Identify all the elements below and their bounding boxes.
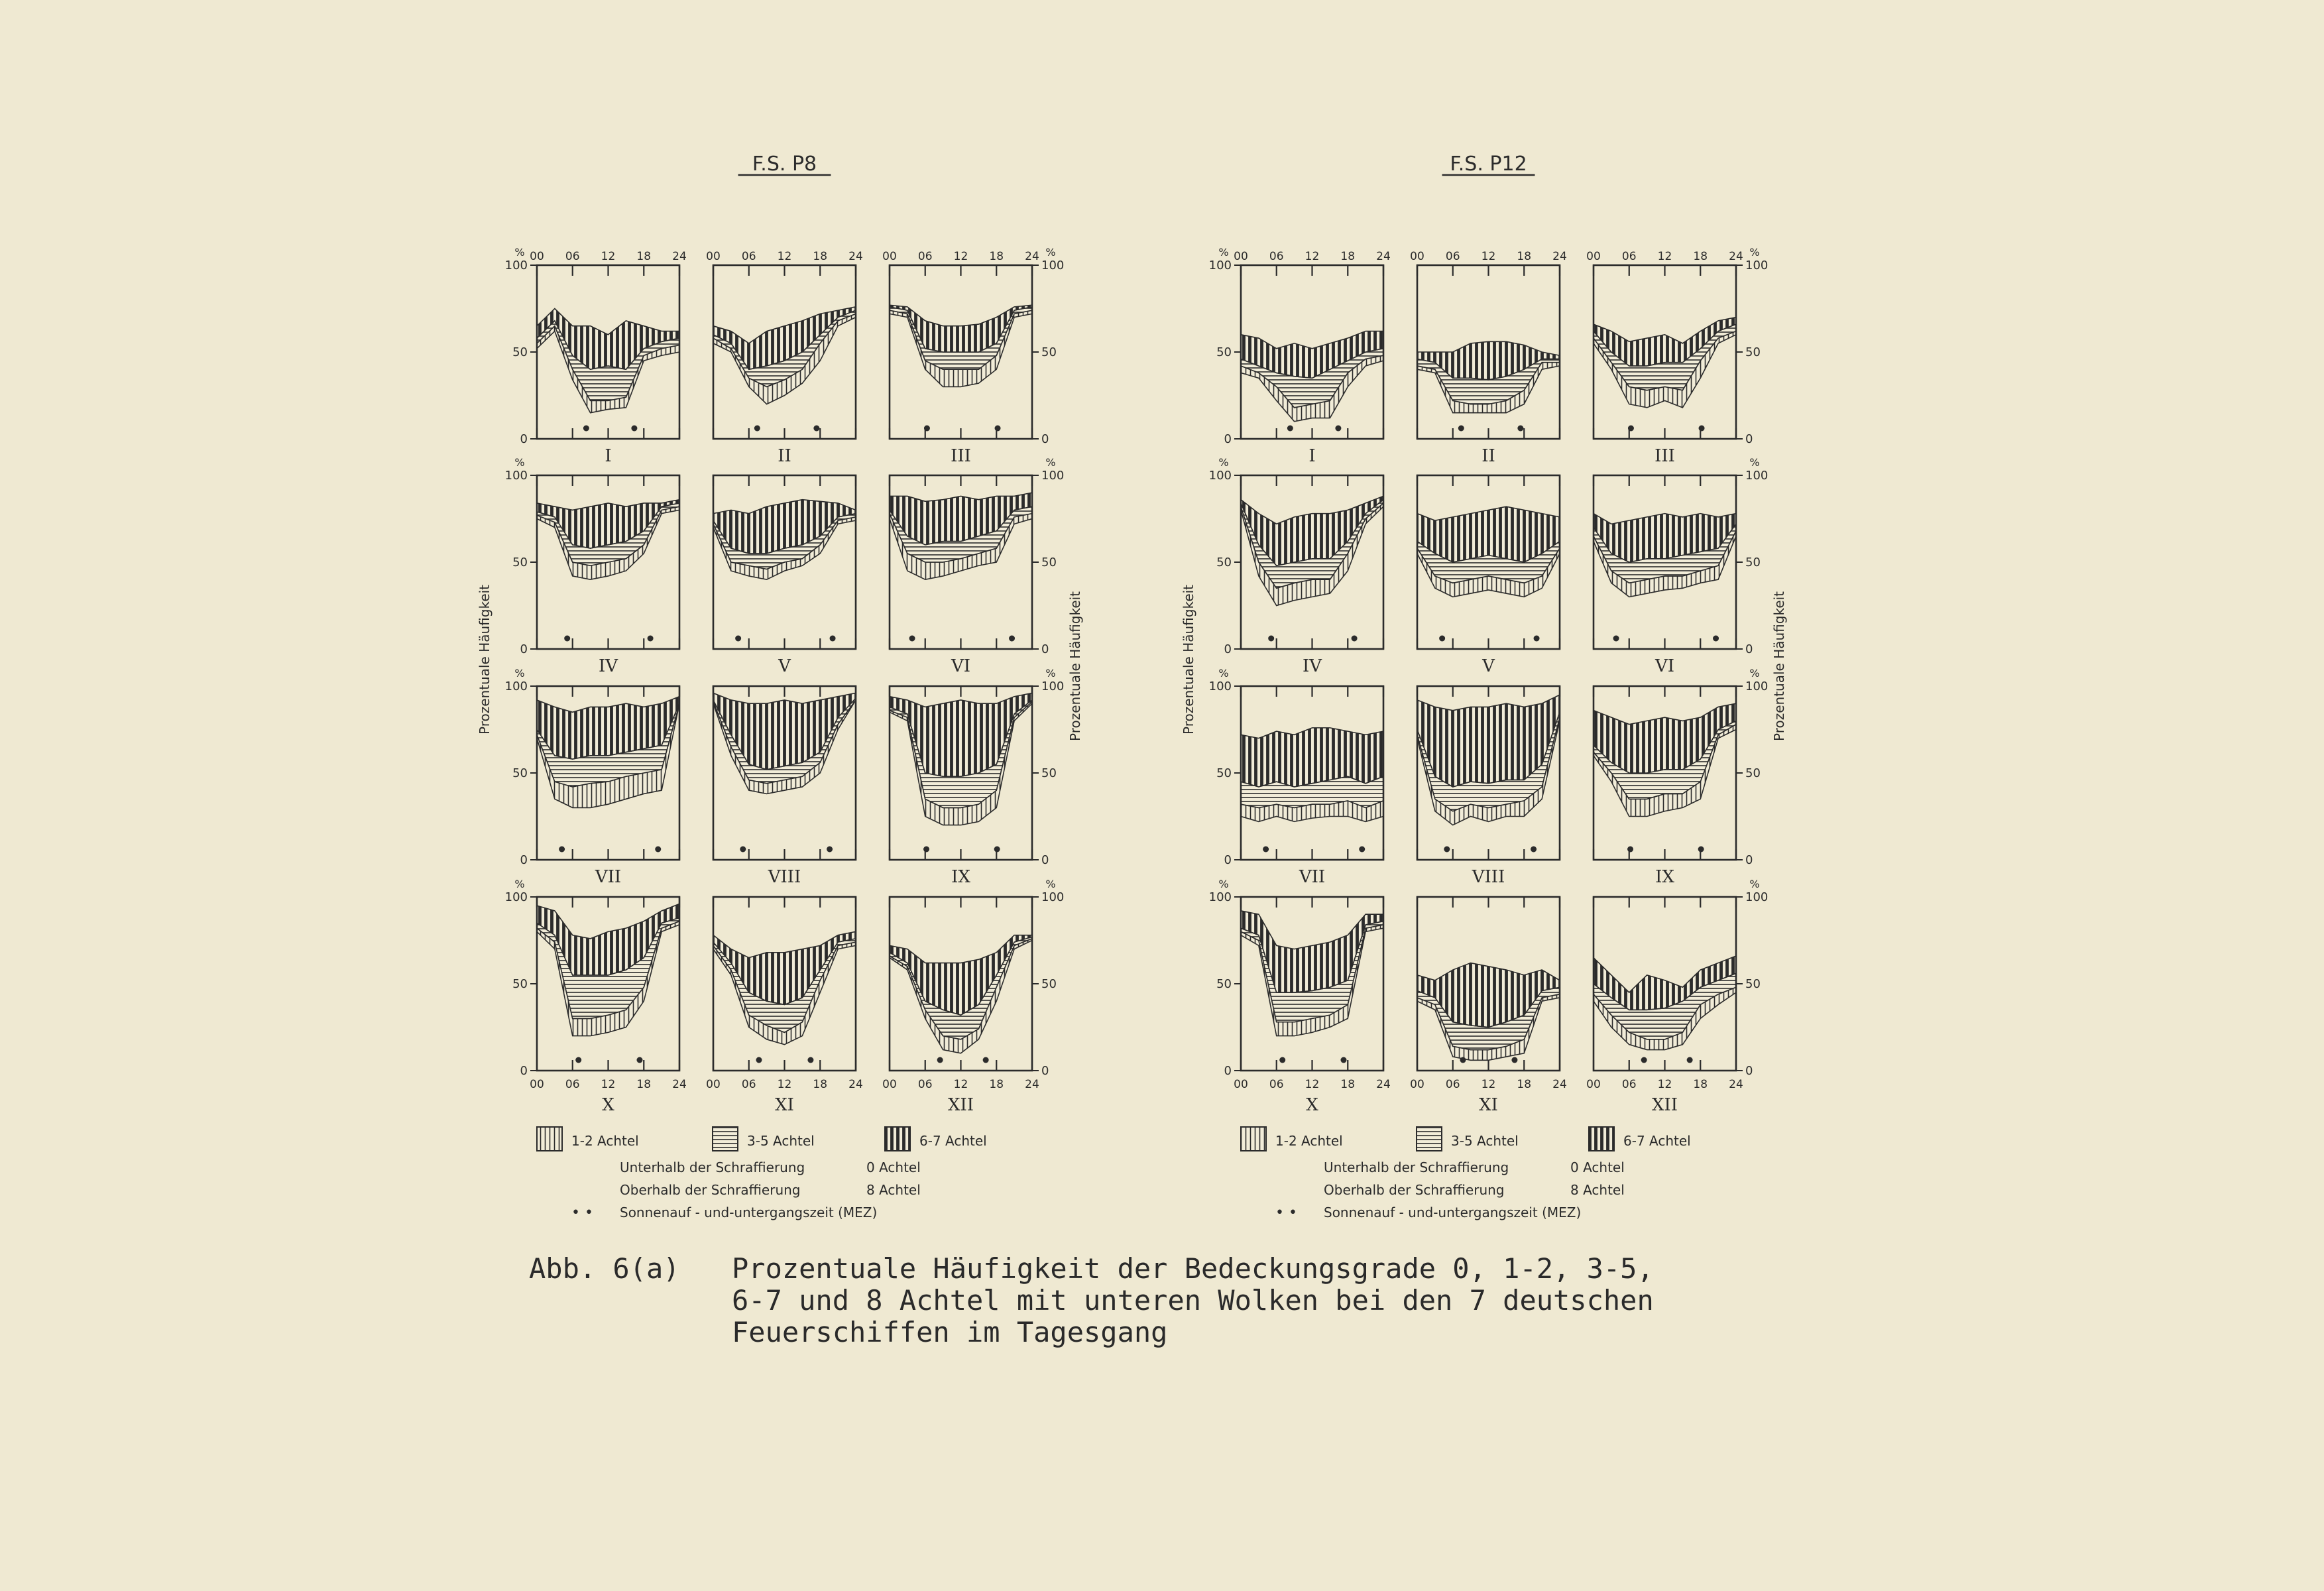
x-tick-label: 24 <box>1729 1078 1743 1091</box>
y-tick-label: 100 <box>1745 469 1769 483</box>
sun-dot <box>923 847 929 853</box>
sun-dot <box>1460 1057 1466 1063</box>
y-unit-label: % <box>1749 456 1760 469</box>
sun-dot <box>735 636 741 642</box>
sun-dot <box>564 636 570 642</box>
y-tick-label: 100 <box>504 469 528 483</box>
sun-dot <box>1279 1057 1285 1063</box>
y-unit-label: % <box>1045 878 1056 890</box>
x-tick-label: 06 <box>1269 1078 1284 1091</box>
caption-line: Feuerschiffen im Tagesgang <box>732 1316 1168 1348</box>
x-tick-label: 06 <box>1445 1078 1460 1091</box>
panel-ii <box>706 250 863 466</box>
panel-ix <box>890 667 1064 887</box>
y-tick-label: 100 <box>504 679 528 693</box>
sun-dot <box>1287 426 1293 432</box>
month-label: VII <box>1299 867 1326 887</box>
y-unit-label: % <box>1045 246 1056 259</box>
legend-note-below: Unterhalb der Schraffierung <box>1324 1159 1509 1175</box>
month-label: V <box>1482 656 1495 676</box>
legend-note-above: Oberhalb der Schraffierung <box>1324 1182 1505 1198</box>
station-title: F.S. P8 <box>752 152 817 176</box>
y-tick-label: 50 <box>512 766 528 780</box>
x-tick-label: 24 <box>1552 250 1567 263</box>
y-axis-label: Prozentuale Häufigkeit <box>1771 591 1787 742</box>
sun-dot <box>1439 636 1445 642</box>
panel-viii <box>713 686 856 887</box>
legend-swatch <box>1589 1127 1614 1151</box>
panel-vii <box>1209 667 1383 887</box>
panel-iii <box>1586 246 1768 466</box>
x-tick-label: 18 <box>989 250 1004 263</box>
y-tick-label: 100 <box>1041 890 1065 904</box>
x-tick-label: 12 <box>777 250 792 263</box>
x-tick-label: 06 <box>565 250 580 263</box>
x-tick-label: 18 <box>989 1078 1004 1091</box>
band-6-7-achtel <box>713 931 856 1004</box>
y-tick-label: 50 <box>512 556 528 569</box>
y-tick-label: 100 <box>1745 890 1769 904</box>
x-tick-label: 18 <box>1693 250 1708 263</box>
caption-label: Abb. 6(a) <box>529 1252 680 1285</box>
x-tick-label: 00 <box>882 250 897 263</box>
x-tick-label: 18 <box>636 250 652 263</box>
panel-x <box>505 878 687 1115</box>
x-tick-label: 00 <box>530 1078 544 1091</box>
x-tick-label: 06 <box>565 1078 580 1091</box>
caption-line: 6-7 und 8 Achtel mit unteren Wolken bei den 7 deutschen <box>732 1284 1654 1317</box>
panel-xii <box>882 878 1064 1115</box>
y-tick-label: 0 <box>520 1064 528 1078</box>
sun-dot <box>1534 636 1540 642</box>
y-axis-label: Prozentuale Häufigkeit <box>1181 584 1196 735</box>
y-tick-label: 50 <box>1041 977 1057 991</box>
month-label: XI <box>775 1095 794 1115</box>
x-tick-label: 18 <box>813 250 828 263</box>
panel-xi <box>706 897 863 1115</box>
legend-note-below: Unterhalb der Schraffierung <box>620 1159 805 1175</box>
sun-dot <box>1352 636 1358 642</box>
panel-ix <box>1594 667 1768 887</box>
panel-xii <box>1586 878 1768 1115</box>
legend-swatch <box>1241 1127 1266 1151</box>
y-tick-label: 50 <box>512 977 528 991</box>
legend-swatch <box>537 1127 562 1151</box>
month-label: IV <box>1302 656 1322 676</box>
sun-dot <box>1335 426 1341 432</box>
y-unit-label: % <box>514 667 525 679</box>
x-tick-label: 06 <box>1445 250 1460 263</box>
panel-iv <box>1209 456 1383 676</box>
x-tick-label: 06 <box>741 250 756 263</box>
legend-label: 3-5 Achtel <box>747 1133 815 1149</box>
y-tick-label: 100 <box>1041 679 1065 693</box>
x-tick-label: 12 <box>953 250 968 263</box>
panel-vi <box>1594 456 1768 676</box>
x-tick-label: 12 <box>1481 1078 1496 1091</box>
x-tick-label: 12 <box>777 1078 792 1091</box>
legend-sun-dots: • • <box>1275 1205 1297 1221</box>
x-tick-label: 06 <box>917 250 933 263</box>
sun-dot <box>983 1057 989 1063</box>
legend-sun-note: Sonnenauf - und-untergangszeit (MEZ) <box>620 1205 878 1220</box>
x-tick-label: 18 <box>813 1078 828 1091</box>
sun-dot <box>636 1057 642 1063</box>
sun-dot <box>575 1057 581 1063</box>
sun-dot <box>1713 636 1719 642</box>
legend <box>1241 1127 1691 1221</box>
sun-dot <box>1009 636 1015 642</box>
legend-swatch <box>1417 1127 1442 1151</box>
sun-dot <box>655 847 661 853</box>
panel-i <box>1209 246 1391 466</box>
sun-dot <box>909 636 915 642</box>
sun-dot <box>1641 1057 1647 1063</box>
x-tick-label: 00 <box>706 1078 721 1091</box>
sun-dot <box>1531 847 1537 853</box>
y-tick-label: 0 <box>1224 853 1232 867</box>
sun-dot <box>1517 426 1523 432</box>
x-tick-label: 12 <box>953 1078 968 1091</box>
legend-sun-dots: • • <box>571 1205 593 1221</box>
y-tick-label: 0 <box>1041 642 1049 656</box>
legend-note-above: Oberhalb der Schraffierung <box>620 1182 801 1198</box>
x-tick-label: 00 <box>1234 250 1248 263</box>
y-unit-label: % <box>1045 456 1056 469</box>
legend-swatch <box>885 1127 910 1151</box>
caption-text <box>732 1253 1859 1348</box>
x-tick-label: 00 <box>1234 1078 1248 1091</box>
y-tick-label: 100 <box>1745 679 1769 693</box>
month-label: VII <box>595 867 622 887</box>
y-tick-label: 100 <box>504 259 528 272</box>
panel-iv <box>505 456 679 676</box>
y-tick-label: 0 <box>1041 853 1049 867</box>
month-label: IV <box>598 656 618 676</box>
y-tick-label: 0 <box>1224 1064 1232 1078</box>
y-tick-label: 100 <box>1208 469 1232 483</box>
panel-i <box>505 246 687 466</box>
x-tick-label: 24 <box>848 250 863 263</box>
y-tick-label: 50 <box>1745 766 1761 780</box>
sun-dot <box>754 426 760 432</box>
x-tick-label: 00 <box>530 250 544 263</box>
sun-dot <box>1698 847 1704 853</box>
sun-dot <box>813 426 819 432</box>
x-tick-label: 18 <box>1340 1078 1356 1091</box>
y-tick-label: 50 <box>1041 766 1057 780</box>
legend-note-below-value: 0 Achtel <box>866 1159 921 1175</box>
sun-dot <box>1687 1057 1693 1063</box>
legend-note-below-value: 0 Achtel <box>1570 1159 1625 1175</box>
y-tick-label: 0 <box>520 642 528 656</box>
y-unit-label: % <box>514 456 525 469</box>
y-tick-label: 50 <box>512 345 528 359</box>
y-tick-label: 50 <box>1216 345 1232 359</box>
y-unit-label: % <box>1749 878 1760 890</box>
legend-note-above-value: 8 Achtel <box>866 1182 921 1198</box>
x-tick-label: 24 <box>1376 250 1391 263</box>
x-tick-label: 12 <box>1305 250 1320 263</box>
y-tick-label: 100 <box>504 890 528 904</box>
sun-dot <box>994 847 1000 853</box>
y-tick-label: 0 <box>1745 432 1753 446</box>
x-tick-label: 24 <box>672 250 687 263</box>
y-tick-label: 100 <box>1208 259 1232 272</box>
x-tick-label: 18 <box>1517 1078 1532 1091</box>
y-tick-label: 50 <box>1745 556 1761 569</box>
x-tick-label: 00 <box>1410 1078 1424 1091</box>
y-tick-label: 0 <box>1745 642 1753 656</box>
y-tick-label: 50 <box>1041 556 1057 569</box>
sun-dot <box>1458 426 1464 432</box>
sun-dot <box>827 847 833 853</box>
month-label: XII <box>947 1095 974 1115</box>
legend-label: 6-7 Achtel <box>919 1133 987 1149</box>
x-tick-label: 24 <box>1729 250 1743 263</box>
x-tick-label: 24 <box>1025 1078 1039 1091</box>
sun-dot <box>1613 636 1619 642</box>
x-tick-label: 12 <box>601 1078 616 1091</box>
y-unit-label: % <box>514 878 525 890</box>
x-tick-label: 06 <box>1621 1078 1637 1091</box>
month-label: VI <box>1655 656 1675 676</box>
y-tick-label: 50 <box>1041 345 1057 359</box>
sun-dot <box>1263 847 1269 853</box>
x-tick-label: 12 <box>601 250 616 263</box>
legend-swatch <box>713 1127 738 1151</box>
x-tick-label: 24 <box>1025 250 1039 263</box>
x-tick-label: 06 <box>741 1078 756 1091</box>
y-tick-label: 50 <box>1216 556 1232 569</box>
month-label: I <box>605 446 612 466</box>
y-tick-label: 0 <box>520 853 528 867</box>
x-tick-label: 18 <box>1517 250 1532 263</box>
legend-sun-note: Sonnenauf - und-untergangszeit (MEZ) <box>1324 1205 1582 1220</box>
month-label: I <box>1308 446 1316 466</box>
sun-dot <box>1340 1057 1346 1063</box>
x-tick-label: 12 <box>1657 1078 1672 1091</box>
month-label: VI <box>951 656 971 676</box>
x-tick-label: 18 <box>1340 250 1356 263</box>
x-tick-label: 00 <box>882 1078 897 1091</box>
x-tick-label: 12 <box>1305 1078 1320 1091</box>
panel-xi <box>1410 897 1567 1115</box>
legend-label: 1-2 Achtel <box>571 1133 639 1149</box>
y-tick-label: 50 <box>1216 766 1232 780</box>
sun-dot <box>924 426 930 432</box>
x-tick-label: 00 <box>1410 250 1424 263</box>
y-tick-label: 0 <box>1041 432 1049 446</box>
sun-dot <box>1444 847 1450 853</box>
x-tick-label: 12 <box>1481 250 1496 263</box>
x-tick-label: 24 <box>1376 1078 1391 1091</box>
y-tick-label: 100 <box>1041 469 1065 483</box>
x-tick-label: 18 <box>1693 1078 1708 1091</box>
month-label: VIII <box>1472 867 1505 887</box>
month-label: II <box>1482 446 1495 466</box>
y-unit-label: % <box>1218 878 1229 890</box>
x-tick-label: 06 <box>1269 250 1284 263</box>
sun-dot <box>995 426 1001 432</box>
month-label: XI <box>1479 1095 1498 1115</box>
chart-f-s-p12 <box>1181 152 1787 1221</box>
panel-iii <box>882 246 1064 466</box>
month-label: IX <box>951 867 970 887</box>
panel-v <box>713 475 856 676</box>
band-6-7-achtel <box>1417 506 1560 562</box>
sun-dot <box>740 847 746 853</box>
sun-dot <box>1359 847 1365 853</box>
legend-note-above-value: 8 Achtel <box>1570 1182 1625 1198</box>
sun-dot <box>648 636 654 642</box>
sun-dot <box>807 1057 813 1063</box>
x-tick-label: 06 <box>1621 250 1637 263</box>
panel-vi <box>890 456 1064 676</box>
sun-dot <box>756 1057 762 1063</box>
y-axis-label: Prozentuale Häufigkeit <box>477 584 493 735</box>
y-tick-label: 0 <box>1224 432 1232 446</box>
sun-dot <box>830 636 836 642</box>
station-title: F.S. P12 <box>1450 152 1527 176</box>
legend-label: 1-2 Achtel <box>1275 1133 1343 1149</box>
legend <box>537 1127 987 1221</box>
month-label: XII <box>1651 1095 1678 1115</box>
x-tick-label: 00 <box>1586 250 1601 263</box>
month-label: II <box>778 446 791 466</box>
x-tick-label: 00 <box>706 250 721 263</box>
month-label: VIII <box>768 867 801 887</box>
sun-dot <box>1628 426 1634 432</box>
legend-label: 3-5 Achtel <box>1451 1133 1519 1149</box>
y-tick-label: 100 <box>1041 259 1065 272</box>
y-unit-label: % <box>1218 246 1229 259</box>
panel-viii <box>1417 686 1560 887</box>
sun-dot <box>559 847 565 853</box>
month-label: IX <box>1655 867 1674 887</box>
panel-v <box>1417 475 1560 676</box>
x-tick-label: 24 <box>1552 1078 1567 1091</box>
x-tick-label: 18 <box>636 1078 652 1091</box>
y-tick-label: 0 <box>1041 1064 1049 1078</box>
sun-dot <box>631 426 637 432</box>
chart-f-s-p8 <box>477 152 1083 1221</box>
y-unit-label: % <box>1218 667 1229 679</box>
y-tick-label: 0 <box>1745 1064 1753 1078</box>
y-tick-label: 50 <box>1745 345 1761 359</box>
band-6-7-achtel <box>1241 728 1383 787</box>
y-tick-label: 50 <box>1745 977 1761 991</box>
y-tick-label: 100 <box>1745 259 1769 272</box>
x-tick-label: 06 <box>917 1078 933 1091</box>
y-axis-label: Prozentuale Häufigkeit <box>1067 591 1083 742</box>
panel-vii <box>505 667 679 887</box>
sun-dot <box>937 1057 943 1063</box>
panel-x <box>1209 878 1391 1115</box>
month-label: X <box>602 1095 614 1115</box>
month-label: III <box>951 446 971 466</box>
x-tick-label: 12 <box>1657 250 1672 263</box>
legend-label: 6-7 Achtel <box>1623 1133 1691 1149</box>
sun-dot <box>583 426 589 432</box>
month-label: III <box>1655 446 1675 466</box>
y-unit-label: % <box>1045 667 1056 679</box>
y-tick-label: 0 <box>1224 642 1232 656</box>
month-label: V <box>778 656 791 676</box>
y-unit-label: % <box>514 246 525 259</box>
sun-dot <box>1627 847 1633 853</box>
x-tick-label: 24 <box>848 1078 863 1091</box>
y-tick-label: 100 <box>1208 890 1232 904</box>
x-tick-label: 24 <box>672 1078 687 1091</box>
y-tick-label: 0 <box>1745 853 1753 867</box>
caption-line: Prozentuale Häufigkeit der Bedeckungsgrade 0, 1-2, 3-5, <box>732 1252 1654 1285</box>
y-tick-label: 0 <box>520 432 528 446</box>
y-tick-label: 100 <box>1208 679 1232 693</box>
panel-ii <box>1410 250 1567 466</box>
y-unit-label: % <box>1749 246 1760 259</box>
x-tick-label: 00 <box>1586 1078 1601 1091</box>
y-unit-label: % <box>1749 667 1760 679</box>
y-tick-label: 50 <box>1216 977 1232 991</box>
sun-dot <box>1511 1057 1517 1063</box>
sun-dot <box>1268 636 1274 642</box>
sun-dot <box>1699 426 1705 432</box>
month-label: X <box>1306 1095 1318 1115</box>
y-unit-label: % <box>1218 456 1229 469</box>
